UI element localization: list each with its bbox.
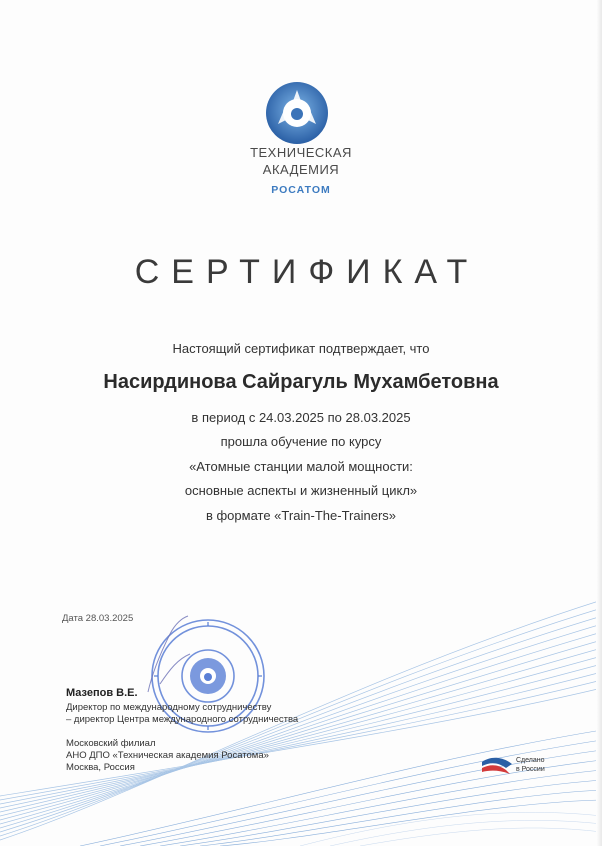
org-name-line2: АКАДЕМИЯ — [262, 162, 340, 177]
completed-text: прошла обучение по курсу — [220, 434, 382, 449]
signature — [140, 614, 200, 694]
certificate-title: СЕРТИФИКАТ — [134, 253, 480, 291]
made-in-label-line1: Сделано — [516, 757, 545, 764]
branch-line2: АНО ДПО «Техническая академия Росатома» — [66, 750, 269, 761]
made-in-label-line2: в России — [516, 766, 545, 773]
branch-line3: Москва, Россия — [66, 762, 135, 773]
signer-name: Мазепов В.Е. — [66, 687, 138, 699]
issue-date: Дата 28.03.2025 — [62, 613, 134, 624]
scan-edge — [596, 0, 602, 846]
course-title-line2: основные аспекты и жизненный цикл» — [184, 483, 418, 498]
branch-line1: Московский филиал — [66, 738, 156, 749]
signer-position-line1: Директор по международному сотрудничеству — [66, 702, 272, 713]
org-name-line3: РОСАТОМ — [271, 184, 331, 196]
intro-text: Настоящий сертификат подтверждает, что — [172, 341, 430, 356]
org-name-line1: ТЕХНИЧЕСКАЯ — [250, 145, 352, 160]
course-title-line1: «Атомные станции малой мощности: — [189, 459, 413, 474]
period-text: в период с 24.03.2025 по 28.03.2025 — [191, 410, 411, 425]
rosatom-logo-icon — [264, 80, 330, 146]
recipient-name: Насирдинова Сайрагуль Мухамбетовна — [103, 371, 499, 393]
format-text: в формате «Train-The-Trainers» — [205, 508, 397, 523]
signer-position-line2: – директор Центра международного сотрудничества — [66, 714, 299, 725]
